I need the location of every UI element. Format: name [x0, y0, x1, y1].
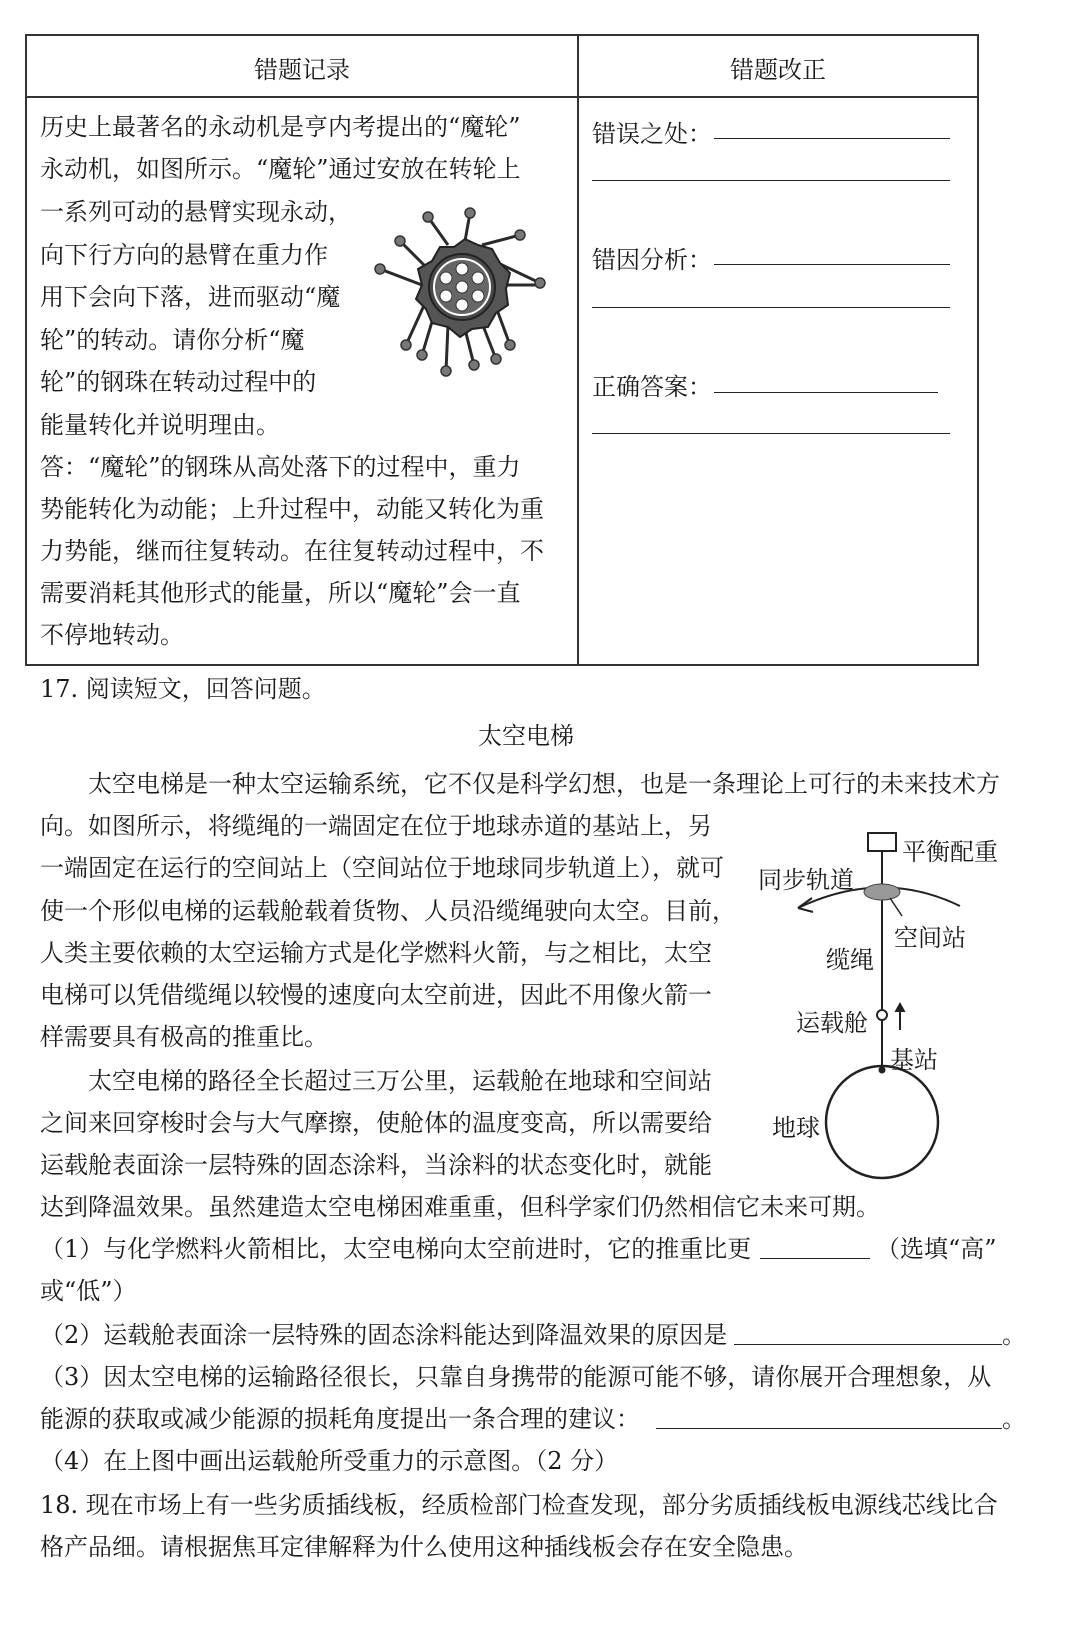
error-cause-label: 错因分析： [592, 246, 712, 274]
answer-line-4: 需要消耗其他形式的能量，所以“魔轮”会一直 [40, 579, 521, 607]
label-capsule: 运载舱 [796, 1009, 868, 1037]
correct-answer-blank-1[interactable] [714, 392, 938, 393]
question-line-5: 用下会向下落，进而驱动“魔 [40, 283, 341, 311]
question-line-7: 轮”的钢珠在转动过程中的 [40, 368, 317, 396]
q17-sub1-blank[interactable] [760, 1258, 870, 1259]
error-place-blank-1[interactable] [714, 138, 950, 139]
counterweight-box [868, 833, 896, 851]
q17-sub4-text: （4）在上图中画出运载舱所受重力的示意图。（2 分） [40, 1447, 619, 1475]
label-earth: 地球 [772, 1114, 820, 1142]
error-place-blank-2[interactable] [592, 180, 950, 181]
question-line-2: 永动机，如图所示。“魔轮”通过安放在转轮上 [40, 155, 521, 183]
q17-p1-line-1: 太空电梯是一种太空运输系统，它不仅是科学幻想，也是一条理论上可行的未来技术方 [88, 770, 1000, 798]
question-line-3: 一系列可动的悬臂实现永动， [40, 198, 352, 226]
q17-p1-line-4: 使一个形似电梯的运载舱载着货物、人员沿缆绳驶向太空。目前， [40, 897, 736, 925]
answer-line-5: 不停地转动。 [40, 621, 184, 649]
q17-p1-line-7: 样需要具有极高的推重比。 [40, 1023, 328, 1051]
q17-p2-line-1: 太空电梯的路径全长超过三万公里，运载舱在地球和空间站 [88, 1067, 712, 1095]
q17-p1-line-2: 向。如图所示，将缆绳的一端固定在位于地球赤道的基站上，另 [40, 812, 712, 840]
error-cause-blank-1[interactable] [714, 264, 950, 265]
question-line-1: 历史上最著名的永动机是亨内考提出的“魔轮” [40, 113, 521, 141]
station-ellipse [864, 884, 900, 900]
q17-sub1-text: （1）与化学燃料火箭相比，太空电梯向太空前进时，它的推重比更 [40, 1235, 752, 1263]
q18-line-2: 格产品细。请根据焦耳定律解释为什么使用这种插线板会存在安全隐患。 [40, 1533, 808, 1561]
question-line-8: 能量转化并说明理由。 [40, 411, 280, 439]
label-orbit: 同步轨道 [758, 866, 854, 894]
earth-circle [826, 1066, 938, 1178]
header-error-correction: 错题改正 [730, 56, 826, 84]
label-base: 基站 [890, 1046, 938, 1074]
header-error-record: 错题记录 [254, 56, 350, 84]
label-cable: 缆绳 [826, 946, 874, 974]
q17-sub1-hint-2: 或“低”） [40, 1277, 137, 1305]
label-station: 空间站 [894, 924, 966, 952]
magic-wheel-figure [370, 205, 560, 395]
q17-p2-line-4: 达到降温效果。虽然建造太空电梯困难重重，但科学家们仍然相信它未来可期。 [40, 1193, 880, 1221]
label-counterweight: 平衡配重 [902, 838, 998, 866]
answer-line-2: 势能转化为动能；上升过程中，动能又转化为重 [40, 495, 544, 523]
q17-sub2-blank[interactable] [734, 1344, 1002, 1345]
q17-p1-line-5: 人类主要依赖的太空运输方式是化学燃料火箭，与之相比，太空 [40, 939, 712, 967]
correct-answer-blank-2[interactable] [592, 433, 950, 434]
q18-line-1: 18. 现在市场上有一些劣质插线板，经质检部门检查发现，部分劣质插线板电源线芯线比合 [40, 1491, 998, 1519]
q17-p2-line-2: 之间来回穿梭时会与大气摩擦，使舱体的温度变高，所以需要给 [40, 1109, 712, 1137]
question-line-6: 轮”的转动。请你分析“魔 [40, 326, 305, 354]
station-leader [890, 898, 902, 916]
q17-title: 太空电梯 [478, 722, 574, 750]
error-place-label: 错误之处： [592, 120, 712, 148]
table-column-divider [577, 34, 579, 666]
answer-line-3: 力势能，继而往复转动。在往复转动过程中，不 [40, 537, 544, 565]
q17-p1-line-6: 电梯可以凭借缆绳以较慢的速度向太空前进，因此不用像火箭一 [40, 981, 712, 1009]
table-header-divider [25, 96, 979, 98]
q17-sub1-hint: （选填“高” [876, 1235, 997, 1263]
q17-sub3-blank[interactable] [656, 1428, 1002, 1429]
correct-answer-label: 正确答案： [592, 373, 712, 401]
q17-p2-line-3: 运载舱表面涂一层特殊的固态涂料，当涂料的状态变化时，就能 [40, 1151, 712, 1179]
capsule-circle [877, 1010, 887, 1020]
q17-sub3-text-2: 能源的获取或减少能源的损耗角度提出一条合理的建议： [40, 1405, 640, 1433]
q17-sub3-end: 。 [1002, 1405, 1026, 1433]
base-dot [879, 1067, 886, 1074]
q17-sub3-text: （3）因太空电梯的运输路径很长，只靠自身携带的能源可能不够，请你展开合理想象，从 [40, 1363, 992, 1391]
error-cause-blank-2[interactable] [592, 307, 950, 308]
answer-line-1: 答：“魔轮”的钢珠从高处落下的过程中，重力 [40, 453, 521, 481]
question-line-4: 向下行方向的悬臂在重力作 [40, 241, 328, 269]
q17-prompt: 17. 阅读短文，回答问题。 [40, 675, 326, 703]
q17-sub2-end: 。 [1002, 1321, 1026, 1349]
q17-p1-line-3: 一端固定在运行的空间站上（空间站位于地球同步轨道上），就可 [40, 854, 724, 882]
q17-sub2-text: （2）运载舱表面涂一层特殊的固态涂料能达到降温效果的原因是 [40, 1321, 728, 1349]
